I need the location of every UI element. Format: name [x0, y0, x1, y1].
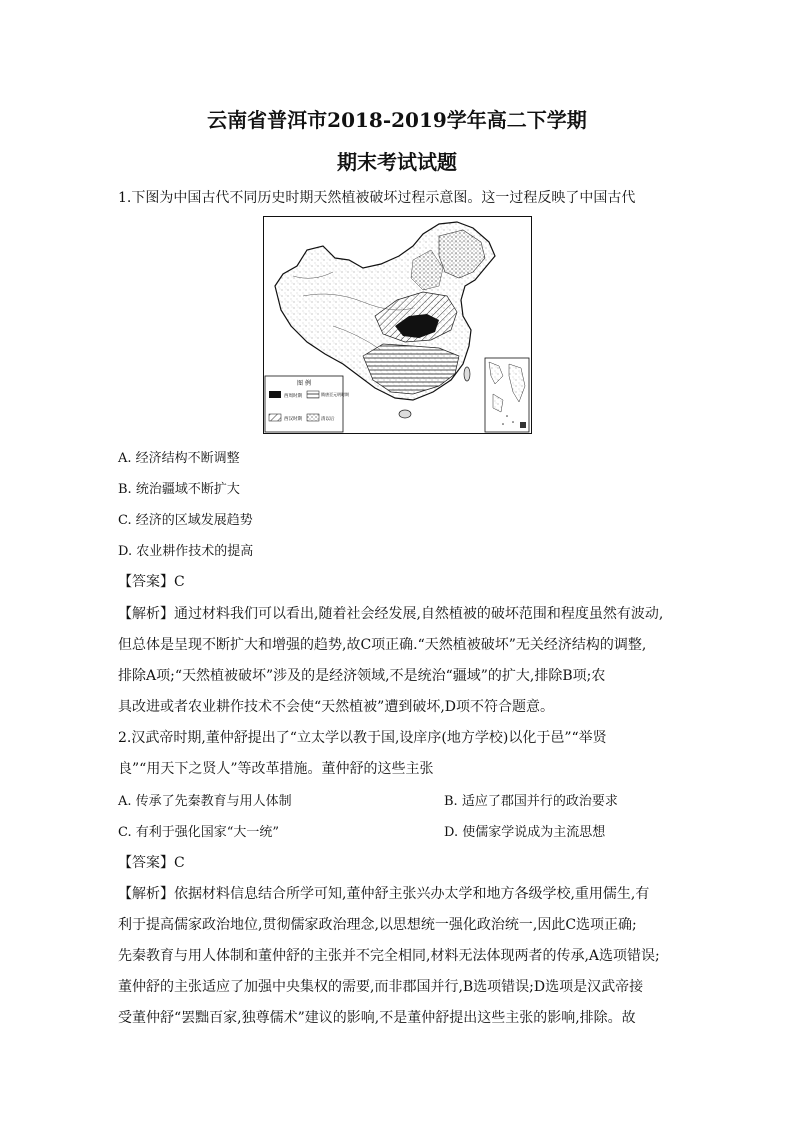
q1-analysis-line-3: 排除A项;“天然植被破坏”涉及的是经济领域,不是统治“疆域”的扩大,排除B项;农: [118, 668, 606, 684]
legend-swatch-qing: [307, 414, 319, 421]
vegetation-destruction-map: [263, 216, 532, 434]
q2-option-a: A. 传承了先秦教育与用人体制: [118, 794, 292, 809]
q1-analysis-line-2: 但总体是呈现不断扩大和增强的趋势,故C项正确.“天然植被破坏”无关经济结构的调整,: [118, 637, 647, 653]
q1-option-c: C. 经济的区域发展趋势: [118, 513, 253, 528]
question-2-stem-line-2: 良”“用天下之贤人”等改革措施。董仲舒的这些主张: [118, 761, 434, 777]
q1-analysis-line-1: 【解析】通过材料我们可以看出,随着社会经发展,自然植被的破坏范围和程度虽然有波动,: [118, 606, 664, 622]
q2-analysis-line-3: 先秦教育与用人体制和董仲舒的主张并不完全相同,材料无法体现两者的传承,A选项错误;: [118, 948, 660, 964]
legend-label-qing: 清以后: [321, 417, 335, 422]
q1-answer: 【答案】C: [118, 574, 185, 590]
question-2-stem-line-1: 2.汉武帝时期,董仲舒提出了“立太学以教于国,设庠序(地方学校)以化于邑”“举贤: [118, 730, 607, 746]
q2-analysis-line-4: 董仲舒的主张适应了加强中央集权的需要,而非郡国并行,B选项错误;D选项是汉武帝接: [118, 979, 644, 995]
legend-swatch-suitang: [307, 391, 319, 398]
legend-label-xizhou: 西周时期: [284, 394, 302, 399]
q2-option-d: D. 使儒家学说成为主流思想: [444, 825, 606, 840]
q1-option-b: B. 统治疆域不断扩大: [118, 482, 240, 497]
legend-label-suitang: 隋唐至元明时期: [321, 392, 349, 397]
question-1-stem: 1.下图为中国古代不同历史时期天然植被破坏过程示意图。这一过程反映了中国古代: [118, 190, 636, 206]
q2-option-b: B. 适应了郡国并行的政治要求: [444, 794, 618, 809]
q1-analysis-line-4: 具改进或者农业耕作技术不会使“天然植被”遭到破坏,D项不符合题意。: [118, 699, 554, 715]
q2-analysis-line-5: 受董仲舒“罢黜百家,独尊儒术”建议的影响,不是董仲舒提出这些主张的影响,排除。故: [118, 1010, 636, 1026]
legend-title: 图 例: [297, 380, 311, 387]
q2-analysis-line-2: 利于提高儒家政治地位,贯彻儒家政治理念,以思想统一强化政治统一,因此C选项正确;: [118, 917, 637, 933]
legend-swatch-xihan: [269, 414, 281, 421]
q2-option-c: C. 有利于强化国家“大一统”: [118, 825, 280, 840]
q2-answer: 【答案】C: [118, 855, 185, 871]
legend-swatch-xizhou: [269, 391, 281, 398]
legend-label-xihan: 西汉时期: [284, 417, 302, 422]
page-subtitle: 期末考试试题: [337, 150, 457, 174]
q2-analysis-line-1: 【解析】依据材料信息结合所学可知,董仲舒主张兴办太学和地方各级学校,重用儒生,有: [118, 886, 650, 902]
page-title: 云南省普洱市2018-2019学年高二下学期: [207, 108, 587, 132]
q1-option-a: A. 经济结构不断调整: [118, 451, 240, 466]
q1-option-d: D. 农业耕作技术的提高: [118, 544, 254, 559]
